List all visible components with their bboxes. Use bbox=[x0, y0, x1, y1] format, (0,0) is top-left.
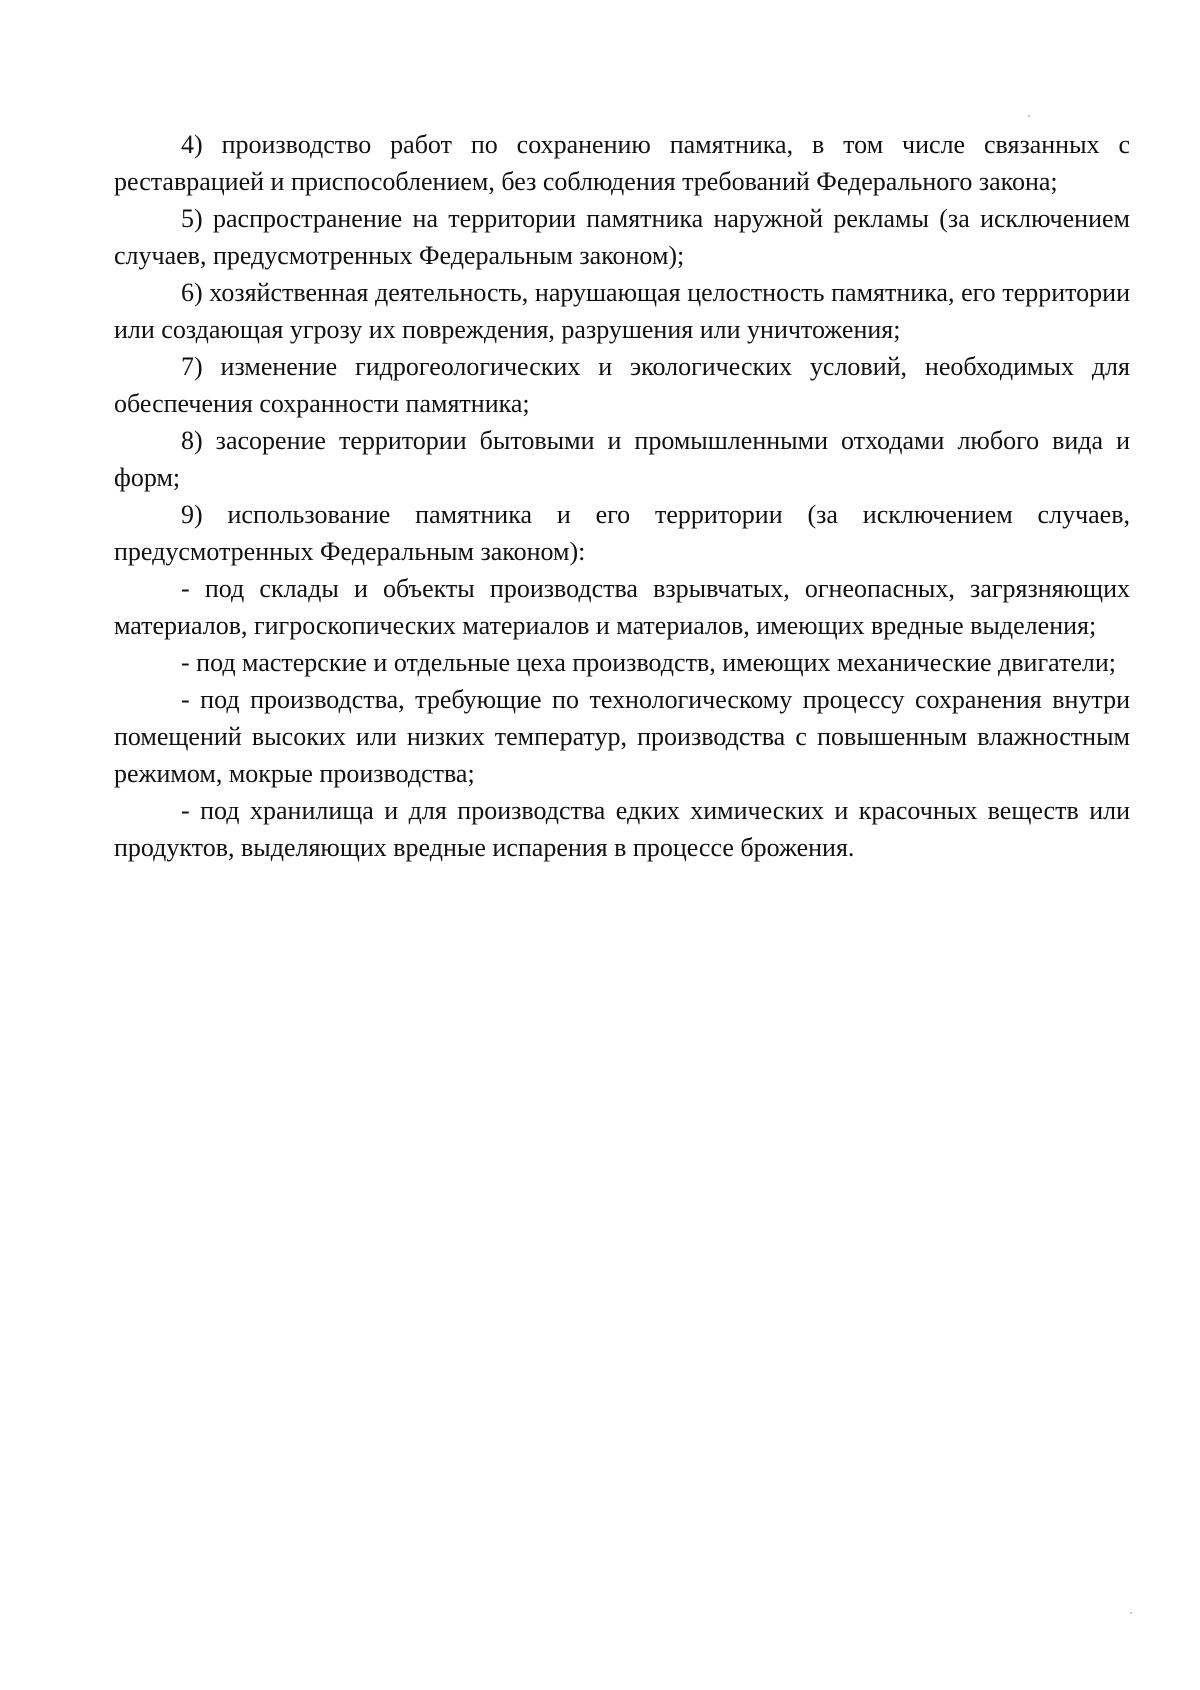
paragraph-item-9: 9) использование памятника и его территории (за исключением случаев, предусмотренных Федеральным законом): bbox=[114, 500, 1130, 566]
paragraph-item-6: 6) хозяйственная деятельность, нарушающая целостность памятника, его территории или создающая угрозу их повреждения, разрушения или уничтожения; bbox=[114, 278, 1130, 344]
document-body bbox=[114, 126, 1130, 866]
sub-item-warehouses: - под склады и объекты производства взрывчатых, огнеопасных, загрязняющих материалов, гигроскопических материалов и материалов, имеющих вредные выделения; bbox=[114, 574, 1130, 640]
scan-speck bbox=[1028, 115, 1030, 117]
paragraph-item-7: 7) изменение гидрогеологических и экологических условий, необходимых для обеспечения сохранности памятника; bbox=[114, 352, 1130, 418]
paragraph-item-5: 5) распространение на территории памятника наружной рекламы (за исключением случаев, предусмотренных Федеральным законом); bbox=[114, 204, 1130, 270]
sub-item-temperature-production: - под производства, требующие по технологическому процессу сохранения внутри помещений высоких или низких температур, производства с повышенным влажностным режимом, мокрые производства; bbox=[114, 685, 1130, 788]
paragraph-item-4: 4) производство работ по сохранению памятника, в том числе связанных с реставрацией и приспособлением, без соблюдения требований Федерального закона; bbox=[114, 130, 1130, 196]
sub-item-workshops: - под мастерские и отдельные цеха производств, имеющих механические двигатели; bbox=[181, 648, 1117, 677]
paragraph-item-8: 8) засорение территории бытовыми и промышленными отходами любого вида и форм; bbox=[114, 426, 1130, 492]
sub-item-chemical-storage: - под хранилища и для производства едких химических и красочных веществ или продуктов, выделяющих вредные испарения в процессе брожения. bbox=[114, 796, 1130, 862]
scan-speck bbox=[1130, 1612, 1132, 1614]
